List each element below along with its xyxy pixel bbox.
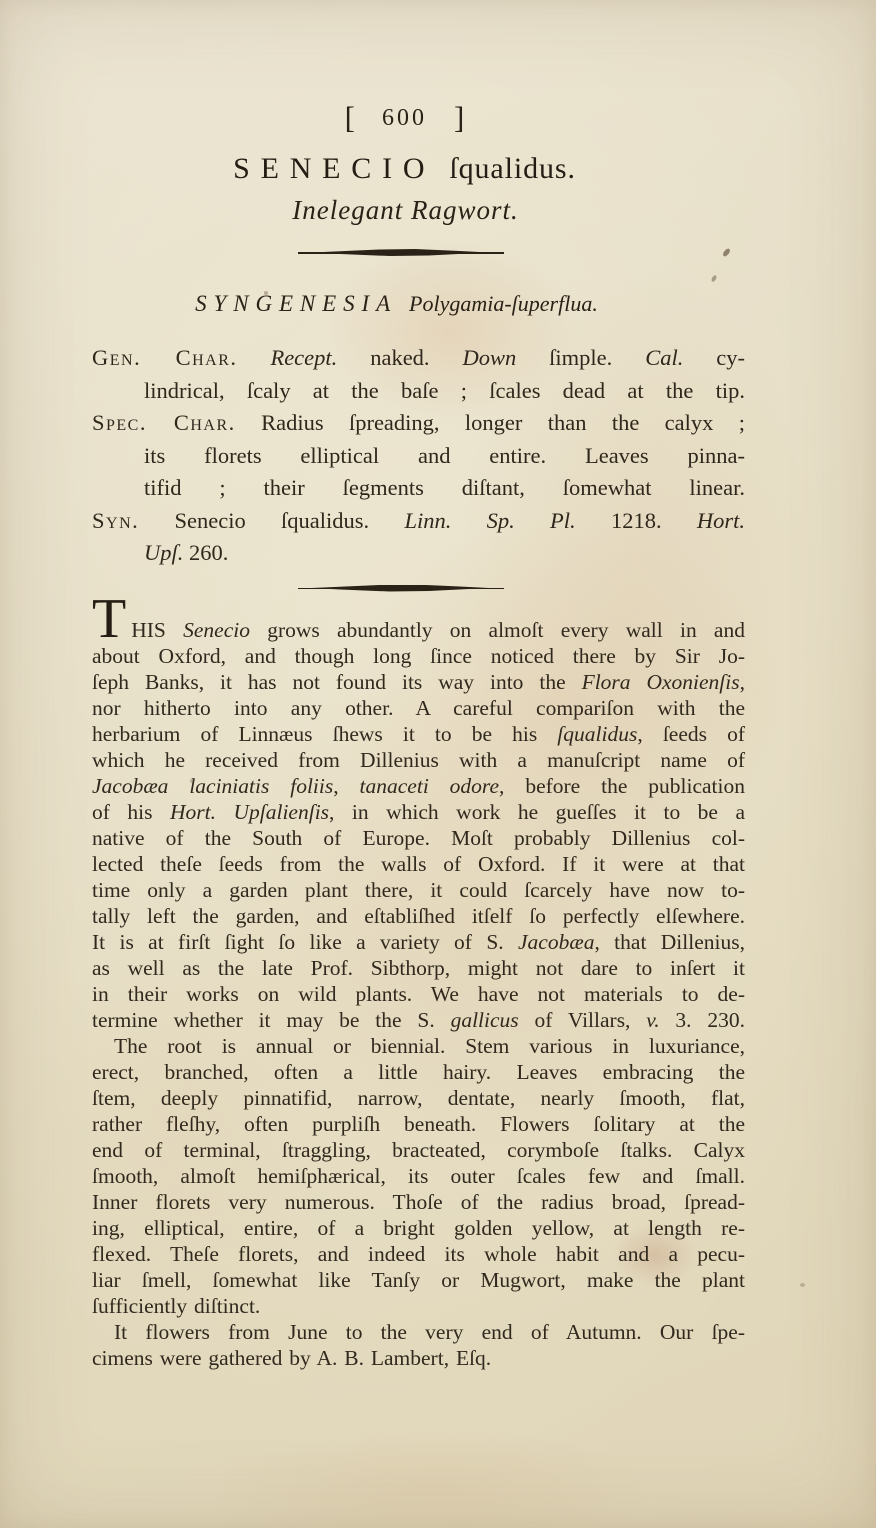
text-column — [92, 0, 745, 1371]
swelled-rule-bottom — [298, 585, 504, 592]
left-bracket: [ — [344, 100, 355, 135]
common-name: Inelegant Ragwort. — [292, 195, 519, 225]
linnaean-order: Polygamia-ſuperflua. — [409, 291, 598, 316]
body-paragraph-history: THIS Senecio grows abundantly on almoſt every wall in and about Oxford, and though long ſince noticed there by Sir Jo- ſeph Banks, it has not found its way into the Flora Oxonienſis, nor hitherto into any other. A careful compariſon with the herbarium of Linnæus ſhews it to be his ſqualidus, ſeeds of which he received from Dillenius with a manuſcript name of Jacobæa laciniatis foliis, tanaceti odore, before the publication of his Hort. Upſalienſis, in which work he gueſſes it to be a native of the South of Europe. Moſt probably Dillenius col- lected theſe ſeeds from the walls of Oxford. If it were at that time only a garden plant there, it could ſcarcely have now to- tally left the garden, and eſtabliſhed itſelf ſo perfectly elſewhere. It is at firſt ſight ſo like a variety of S. Jacobæa, that Dillenius, as well as the late Prof. Sibthorp, might not dare to inſert it in their works on wild plants. We have not materials to de- termine whether it may be the S. gallicus of Villars, v. 3. 230. — [92, 587, 746, 1032]
drop-cap: T — [92, 587, 127, 650]
right-bracket: ] — [454, 100, 465, 135]
body-paragraph-botany: The root is annual or biennial. Stem various in luxuriance, erect, branched, often a little hairy. Leaves embracing the ſtem, deeply pinnatifid, narrow, dentate, nearly ſmooth, flat, rather fleſhy, often purpliſh beneath. Flowers ſolitary at the end of terminal, ſtraggling, bracteated, corymboſe ſtalks. Calyx ſmooth, almoſt hemiſphærical, its outer ſcales few and ſmall. Inner florets very numerous. Thoſe of the radius broad, ſpread- ing, elliptical, entire, of a bright golden yellow, at length re- flexed. Theſe florets, and indeed its whole habit and a pecu- liar ſmell, ſomewhat like Tanſy or Mugwort, make the plant ſufficiently diſtinct. — [92, 1033, 745, 1318]
character-block — [92, 342, 745, 570]
linnaean-class: SYNGENESIA — [195, 291, 398, 316]
synonym-entry: Syn. Senecio ſqualidus. Linn. Sp. Pl. 1218. Hort. Upſ. 260. — [92, 507, 745, 565]
species-title — [78, 152, 731, 186]
classification-line — [70, 291, 723, 317]
species-epithet: ſqualidus. — [449, 152, 576, 185]
genus-name: SENECIO — [233, 152, 436, 185]
page-number — [78, 100, 731, 136]
swelled-rule-top — [298, 249, 504, 256]
body-paragraph-flowering: It flowers from June to the very end of Autumn. Our ſpe- cimens were gathered by A. B. Lambert, Eſq. — [92, 1319, 745, 1370]
description-text — [92, 587, 746, 1371]
specific-character-entry: Spec. Char. Radius ſpreading, longer than the calyx ; its florets elliptical and entire. Leaves pinna- tifid ; their ſegments diſtant, ſomewhat linear. — [92, 410, 745, 500]
generic-character-entry: Gen. Char. Recept. naked. Down ſimple. Cal. cy- lindrical, ſcaly at the baſe ; ſcales dead at the tip. — [92, 345, 745, 403]
page-number-value: 600 — [382, 105, 427, 131]
paper-speck — [800, 1283, 805, 1287]
